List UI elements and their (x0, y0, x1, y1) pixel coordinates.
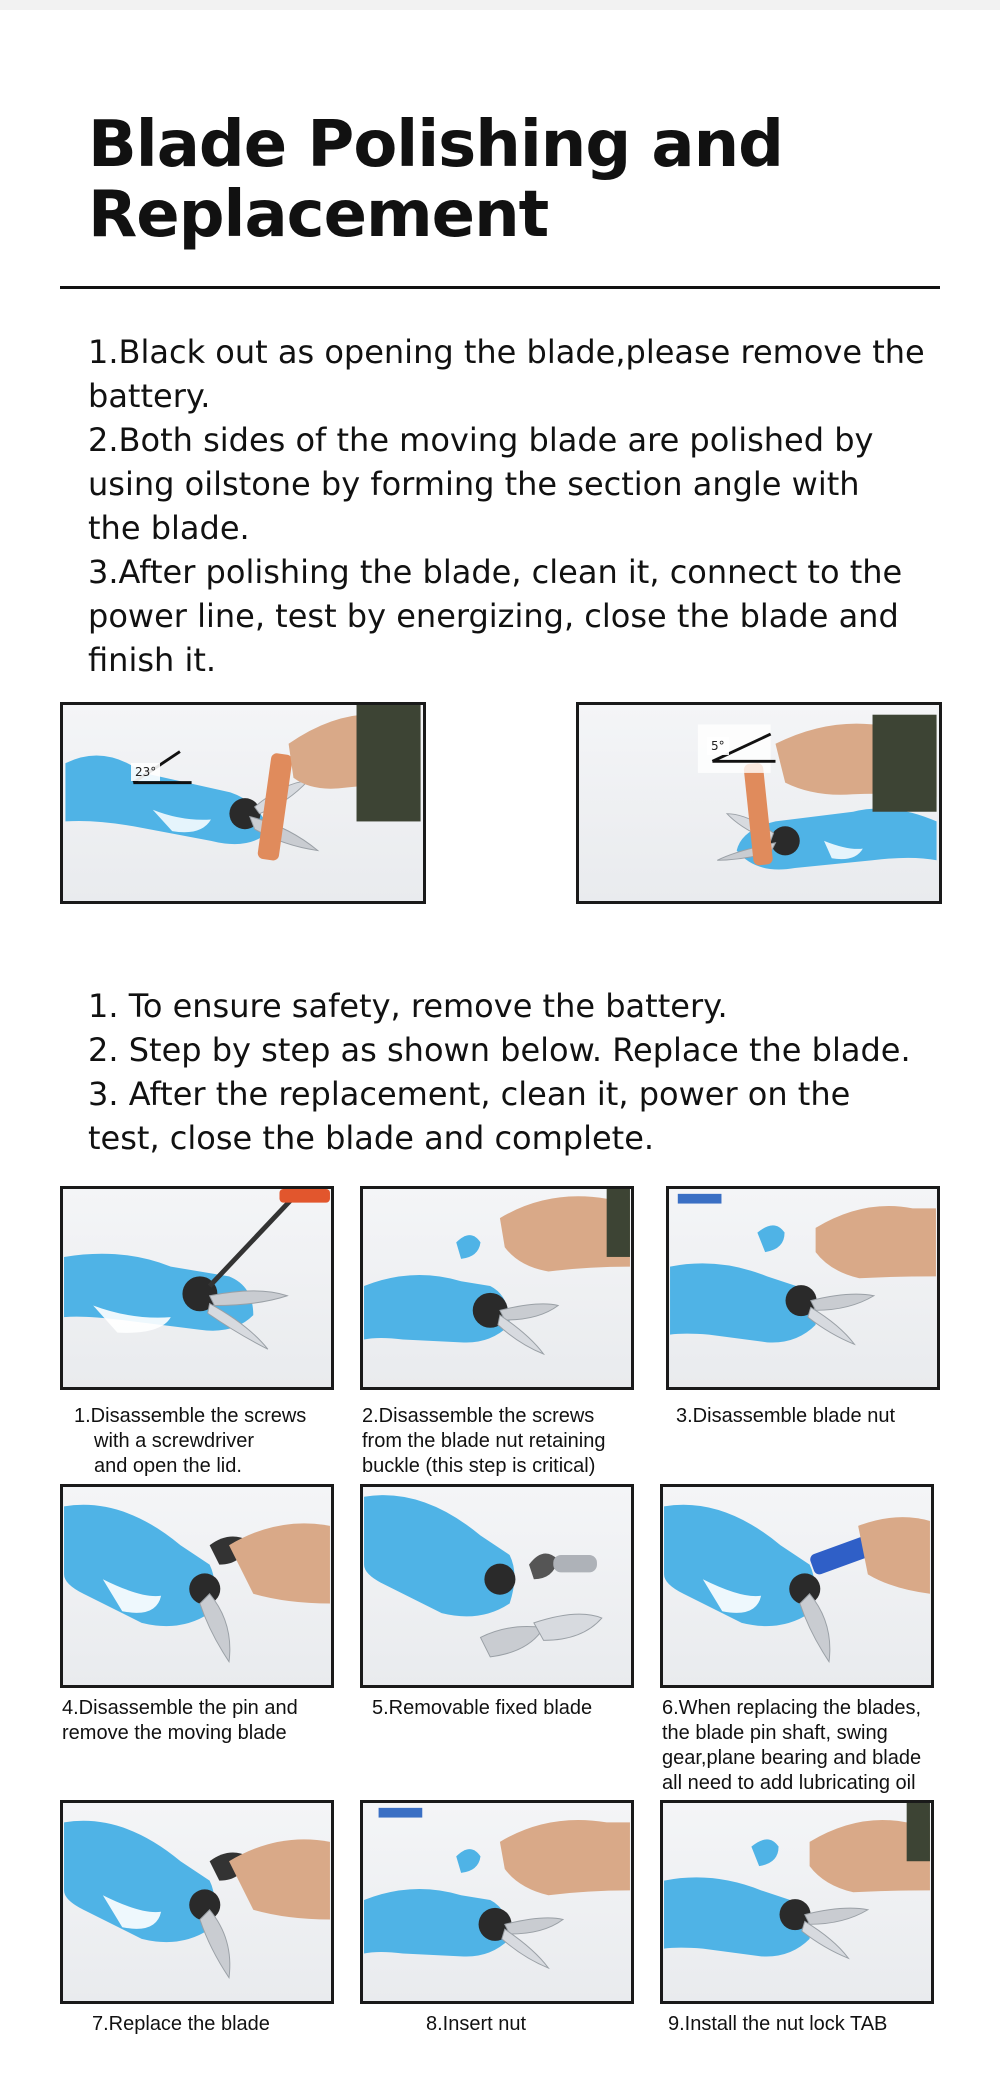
pruner-step-illustration (63, 1189, 331, 1387)
step-caption-8 (426, 2012, 526, 2037)
polishing-line: 2.Both sides of the moving blade are polished by (88, 421, 874, 459)
pruner-step-illustration (63, 1487, 331, 1685)
step-caption-1 (74, 1404, 306, 1479)
pruner-step-illustration (663, 1803, 931, 2001)
pruner-step-illustration (663, 1487, 931, 1685)
replacement-instructions (88, 984, 948, 1160)
step-photo-6 (660, 1484, 934, 1688)
step-photo-3 (666, 1186, 940, 1390)
step-photo-8 (360, 1800, 634, 2004)
step-photo-1 (60, 1186, 334, 1390)
replacement-line: 3. After the replacement, clean it, power on the (88, 1075, 851, 1113)
caption-line: 6.When replacing the blades, (662, 1697, 922, 1719)
polishing-instructions (88, 330, 948, 682)
step-caption-4 (62, 1696, 298, 1746)
caption-line: 3.Disassemble blade nut (676, 1405, 896, 1427)
caption-line: 8.Insert nut (426, 2013, 527, 2035)
replacement-line: 2. Step by step as shown below. Replace the blade. (88, 1031, 911, 1069)
pruner-step-illustration (669, 1189, 937, 1387)
polishing-line: 3.After polishing the blade, clean it, connect to the (88, 553, 903, 591)
step-photo-5 (360, 1484, 634, 1688)
page-title (88, 110, 908, 250)
angle-label: 23° (131, 763, 160, 781)
caption-line: all need to add lubricating oil (662, 1772, 916, 1794)
pruner-step-illustration (363, 1189, 631, 1387)
caption-line: gear,plane bearing and blade (662, 1747, 922, 1769)
page-title-line-2: Replacement (88, 178, 549, 252)
pruner-step-illustration (63, 1803, 331, 2001)
caption-line: remove the moving blade (62, 1722, 287, 1744)
pruner-polish-illustration (579, 705, 939, 901)
polishing-photo-right (576, 702, 942, 904)
step-caption-6 (662, 1696, 921, 1796)
page-title-line-1: Blade Polishing and (88, 108, 783, 182)
replacement-line: 1. To ensure safety, remove the battery. (88, 987, 728, 1025)
caption-line: with a screwdriver (94, 1430, 255, 1452)
step-photo-4 (60, 1484, 334, 1688)
caption-line: 4.Disassemble the pin and (62, 1697, 298, 1719)
polishing-line: 1.Black out as opening the blade,please remove the (88, 333, 925, 371)
caption-line: from the blade nut retaining (362, 1430, 606, 1452)
polishing-line: finish it. (88, 641, 217, 679)
caption-line: buckle (this step is critical) (362, 1455, 596, 1477)
replacement-line: test, close the blade and complete. (88, 1119, 655, 1157)
caption-line: 2.Disassemble the screws (362, 1405, 595, 1427)
caption-line: 1.Disassemble the screws (74, 1405, 307, 1427)
angle-label: 5° (707, 737, 729, 755)
step-photo-2 (360, 1186, 634, 1390)
pruner-step-illustration (363, 1803, 631, 2001)
step-caption-9 (668, 2012, 887, 2037)
polishing-photo-left (60, 702, 426, 904)
step-caption-5 (372, 1696, 592, 1721)
polishing-line: using oilstone by forming the section angle with (88, 465, 860, 503)
step-caption-3 (676, 1404, 895, 1429)
title-divider (60, 286, 940, 289)
top-strip (0, 0, 1000, 10)
caption-line: the blade pin shaft, swing (662, 1722, 888, 1744)
caption-line: 9.Install the nut lock TAB (668, 2013, 888, 2035)
step-caption-7 (92, 2012, 270, 2037)
polishing-line: battery. (88, 377, 211, 415)
caption-line: and open the lid. (94, 1455, 242, 1477)
caption-line: 5.Removable fixed blade (372, 1697, 593, 1719)
polishing-line: the blade. (88, 509, 250, 547)
step-caption-2 (362, 1404, 606, 1479)
step-photo-7 (60, 1800, 334, 2004)
polishing-line: power line, test by energizing, close the blade and (88, 597, 899, 635)
caption-line: 7.Replace the blade (92, 2013, 270, 2035)
pruner-polish-illustration (63, 705, 423, 901)
step-photo-9 (660, 1800, 934, 2004)
pruner-step-illustration (363, 1487, 631, 1685)
